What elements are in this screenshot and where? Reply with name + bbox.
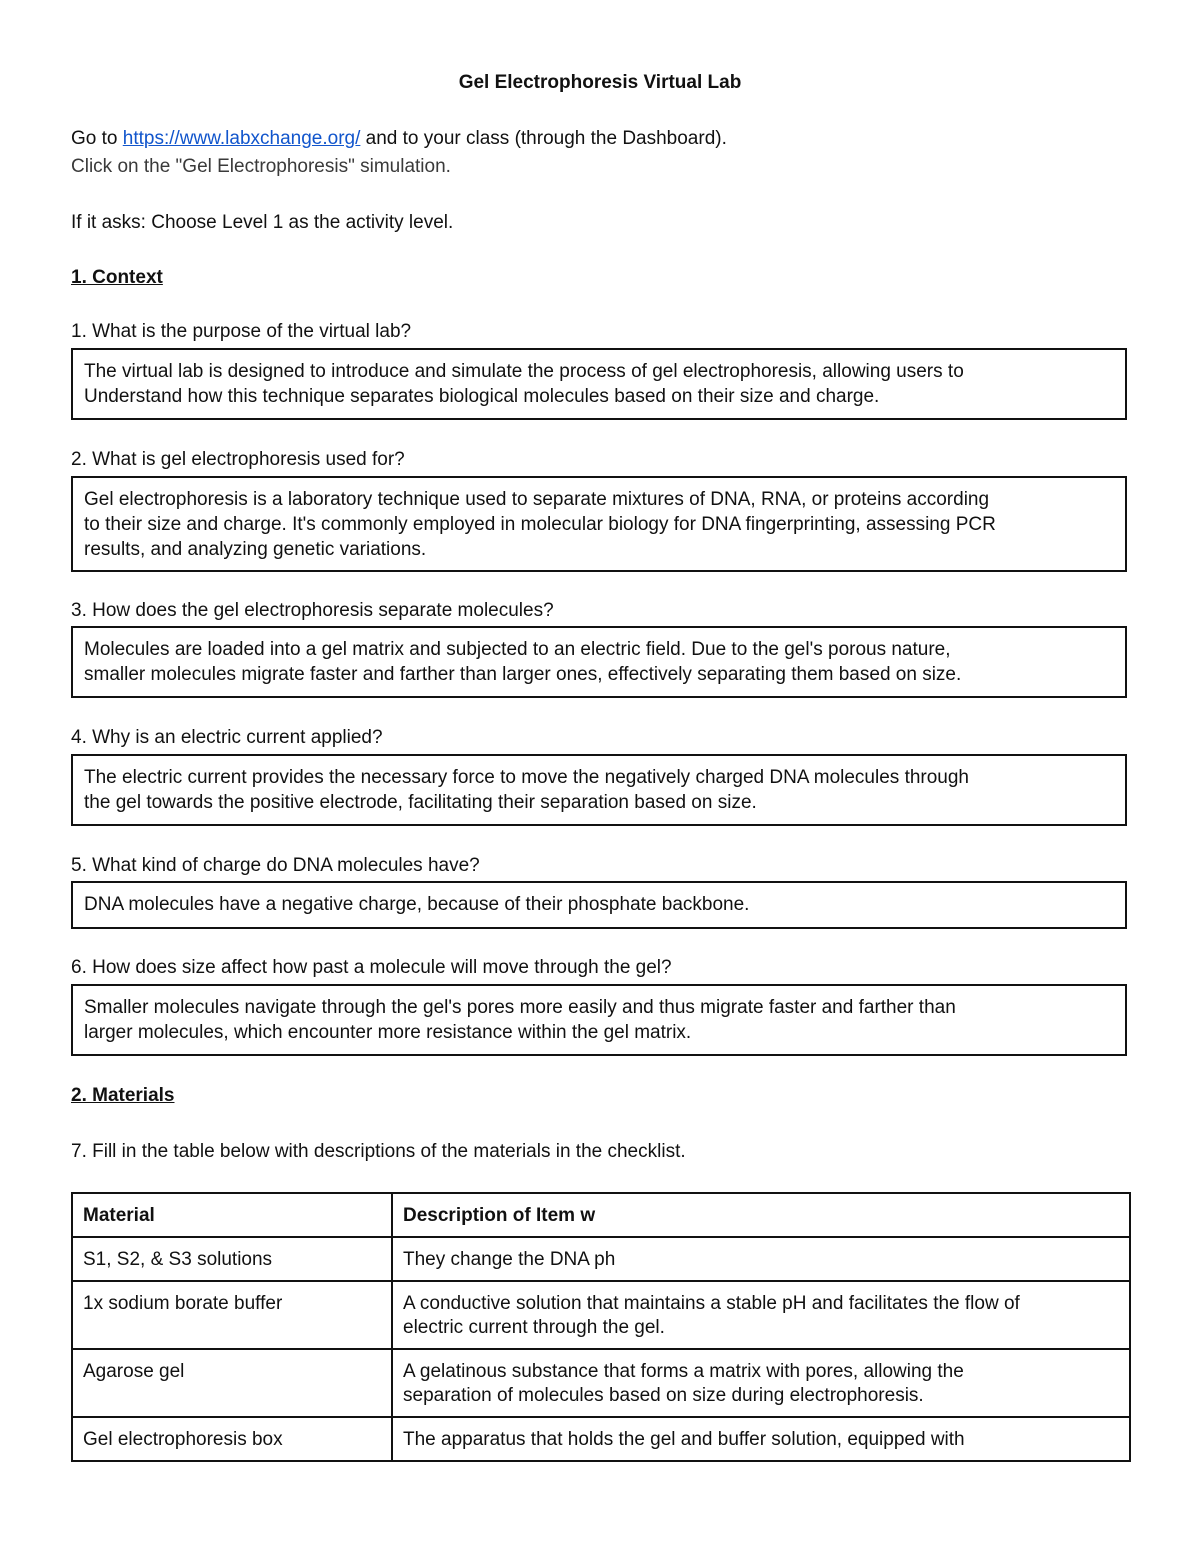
- question-3: 3. How does the gel electrophoresis separate molecules?: [71, 600, 554, 621]
- table-cell-description[interactable]: A gelatinous substance that forms a matrix with pores, allowing the separation of molecules based on size during electrophoresis.: [392, 1349, 1130, 1417]
- answer-text-6: Smaller molecules navigate through the gel's pores more easily and thus migrate faster and farther than larger molecules, which encounter more resistance within the gel matrix.: [84, 997, 956, 1043]
- table-row: [72, 1281, 1130, 1349]
- answer-box-3[interactable]: [71, 626, 1127, 698]
- table-cell-material[interactable]: Agarose gel: [72, 1349, 392, 1417]
- intro-line-1: [71, 128, 727, 150]
- table-header-row: [72, 1193, 1130, 1237]
- answer-box-5[interactable]: [71, 881, 1127, 929]
- answer-text-3: Molecules are loaded into a gel matrix and subjected to an electric field. Due to the gel's porous nature, smaller molecules migrate faster and farther than larger ones, effectively separating them based on size.: [84, 639, 962, 685]
- section-heading-materials: 2. Materials: [71, 1085, 175, 1106]
- intro-suffix: and to your class (through the Dashboard).: [360, 128, 727, 149]
- table-cell-description[interactable]: A conductive solution that maintains a stable pH and facilitates the flow of electric current through the gel.: [392, 1281, 1130, 1349]
- question-7: 7. Fill in the table below with descriptions of the materials in the checklist.: [71, 1141, 686, 1162]
- answer-text-2: Gel electrophoresis is a laboratory technique used to separate mixtures of DNA, RNA, or proteins according to their size and charge. It's commonly employed in molecular biology for DNA fingerprinting, assessing PCR results, and analyzing genetic variations.: [84, 489, 996, 560]
- table-cell-material[interactable]: S1, S2, & S3 solutions: [72, 1237, 392, 1281]
- question-1: 1. What is the purpose of the virtual lab?: [71, 321, 412, 342]
- table-row: [72, 1417, 1130, 1461]
- labxchange-link[interactable]: https://www.labxchange.org/: [122, 128, 361, 149]
- materials-table: [71, 1192, 1131, 1462]
- table-cell-description[interactable]: The apparatus that holds the gel and buffer solution, equipped with: [392, 1417, 1130, 1461]
- question-5: 5. What kind of charge do DNA molecules have?: [71, 855, 480, 876]
- table-row: [72, 1237, 1130, 1281]
- section-heading-context: 1. Context: [71, 267, 163, 288]
- intro-line-2: Click on the "Gel Electrophoresis" simulation.: [71, 156, 451, 177]
- table-cell-description[interactable]: They change the DNA ph: [392, 1237, 1130, 1281]
- question-6: 6. How does size affect how past a molecule will move through the gel?: [71, 957, 672, 978]
- answer-box-1[interactable]: [71, 348, 1127, 420]
- question-4: 4. Why is an electric current applied?: [71, 727, 383, 748]
- table-cell-material[interactable]: 1x sodium borate buffer: [72, 1281, 392, 1349]
- answer-text-5: DNA molecules have a negative charge, because of their phosphate backbone.: [84, 894, 750, 915]
- answer-box-6[interactable]: [71, 984, 1127, 1056]
- document-title: Gel Electrophoresis Virtual Lab: [458, 72, 742, 93]
- intro-line-3: If it asks: Choose Level 1 as the activity level.: [71, 212, 454, 233]
- answer-box-4[interactable]: [71, 754, 1127, 826]
- table-header-description: Description of Item w: [392, 1193, 1130, 1237]
- question-2: 2. What is gel electrophoresis used for?: [71, 449, 405, 470]
- answer-box-2[interactable]: [71, 476, 1127, 572]
- table-row: [72, 1349, 1130, 1417]
- intro-prefix: Go to: [71, 128, 123, 149]
- answer-text-4: The electric current provides the necessary force to move the negatively charged DNA molecules through the gel towards the positive electrode, facilitating their separation based on size.: [84, 767, 970, 813]
- answer-text-1: The virtual lab is designed to introduce and simulate the process of gel electrophoresis, allowing users to Understand how this technique separates biological molecules based on their size and charge.: [84, 361, 964, 407]
- table-header-material: Material: [72, 1193, 392, 1237]
- table-cell-material[interactable]: Gel electrophoresis box: [72, 1417, 392, 1461]
